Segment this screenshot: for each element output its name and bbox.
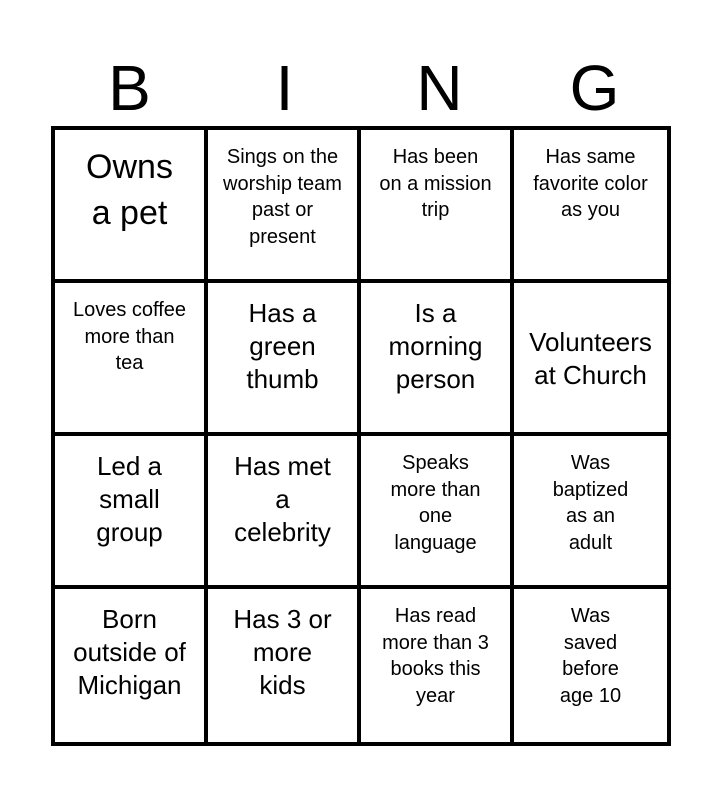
bingo-cell-baptized[interactable]	[514, 436, 667, 589]
bingo-cell-morning-person[interactable]	[361, 283, 514, 436]
cell-label: Was baptized as an adult	[552, 452, 629, 554]
bingo-cell-favorite-color[interactable]	[514, 130, 667, 283]
cell-label: Owns a pet	[86, 148, 173, 232]
cell-label: Has a green thumb	[246, 298, 319, 394]
bingo-cell-michigan[interactable]	[55, 589, 208, 742]
cell-label: Volunteers at Church	[529, 327, 652, 390]
bingo-cell-language[interactable]	[361, 436, 514, 589]
cell-label: Speaks more than one language	[390, 452, 481, 554]
bingo-header	[52, 52, 672, 124]
cell-label: Is a morning person	[388, 298, 483, 394]
cell-label: Has same favorite color as you	[533, 146, 648, 221]
cell-label: Loves coffee more than tea	[72, 299, 187, 374]
header-letter-g: G	[569, 52, 620, 124]
bingo-cell-mission-trip[interactable]	[361, 130, 514, 283]
bingo-cell-owns-a-pet[interactable]	[55, 130, 208, 283]
cell-label: Was saved before age 10	[559, 605, 622, 707]
bingo-cell-green-thumb[interactable]	[208, 283, 361, 436]
bingo-cell-volunteers[interactable]	[514, 283, 667, 436]
bingo-board	[51, 126, 671, 746]
bingo-cell-kids[interactable]	[208, 589, 361, 742]
cell-label: Has been on a mission trip	[379, 146, 492, 221]
cell-label: Led a small group	[96, 451, 163, 547]
bingo-cell-worship-team[interactable]	[208, 130, 361, 283]
bingo-cell-small-group[interactable]	[55, 436, 208, 589]
bingo-cell-saved[interactable]	[514, 589, 667, 742]
header-letter-b: B	[108, 52, 151, 124]
cell-label: Has met a celebrity	[234, 451, 331, 547]
cell-label: Has 3 or more kids	[233, 604, 332, 700]
bingo-cell-celebrity[interactable]	[208, 436, 361, 589]
header-letter-i: I	[275, 52, 294, 124]
header-letter-n: N	[416, 52, 463, 124]
bingo-cell-coffee[interactable]	[55, 283, 208, 436]
cell-label: Born outside of Michigan	[73, 604, 186, 700]
bingo-cell-books[interactable]	[361, 589, 514, 742]
cell-label: Sings on the worship team past or present	[223, 146, 342, 248]
cell-label: Has read more than 3 books this year	[382, 605, 489, 707]
